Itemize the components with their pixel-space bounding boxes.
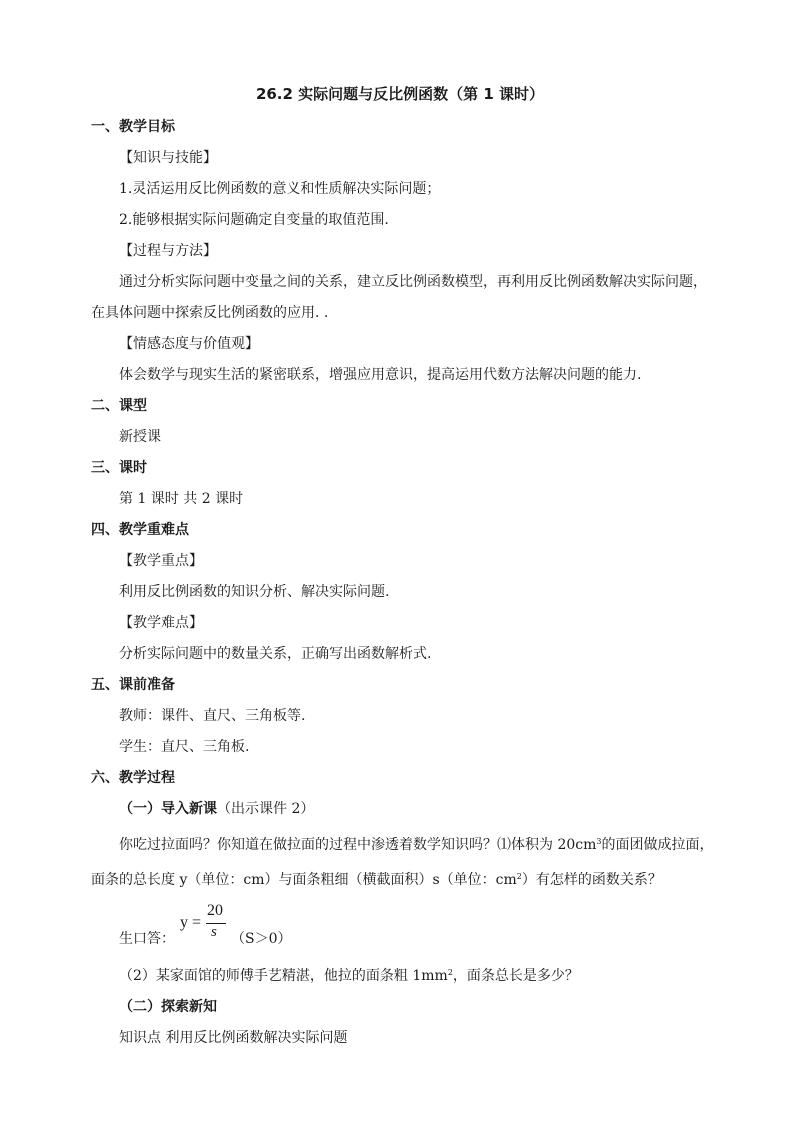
superscript-3: 3 bbox=[596, 837, 602, 846]
answer-label: 生口答： bbox=[119, 931, 175, 947]
formula-y-equals-20-over-s bbox=[180, 902, 228, 940]
label-process-methods: 【过程与方法】 bbox=[119, 243, 217, 259]
teaching-focus-text: 利用反比例函数的知识分析、解决实际问题. bbox=[119, 584, 390, 600]
section-heading-key-points: 四、教学重难点 bbox=[91, 522, 189, 538]
formula-y: y bbox=[180, 914, 188, 931]
question-1-text-a: 你吃过拉面吗？你知道在做拉面的过程中渗透着数学知识吗？⑴体积为 20cm bbox=[119, 837, 597, 853]
formula-denominator: s bbox=[211, 924, 217, 940]
label-knowledge-skills: 【知识与技能】 bbox=[119, 150, 217, 166]
part-intro-line bbox=[119, 800, 314, 818]
question-2-text-a: （2）某家面馆的师傅手艺精湛，他拉的面条粗 1mm bbox=[119, 968, 448, 984]
student-preparation: 学生：直尺、三角板. bbox=[119, 739, 250, 755]
question-2 bbox=[119, 967, 579, 985]
label-teaching-focus: 【教学重点】 bbox=[119, 553, 203, 569]
teaching-difficulty-text: 分析实际问题中的数量关系，正确写出函数解析式. bbox=[119, 646, 432, 662]
lesson-type-text: 新授课 bbox=[119, 429, 161, 445]
process-text-line-2: 在具体问题中探索反比例函数的应用. . bbox=[91, 305, 329, 321]
label-teaching-difficulty: 【教学难点】 bbox=[119, 615, 203, 631]
superscript-2: 2 bbox=[516, 872, 522, 881]
formula-condition: （S＞0） bbox=[231, 931, 292, 947]
part-explore-heading: （二）探索新知 bbox=[119, 999, 217, 1015]
knowledge-item-1: 1.灵活运用反比例函数的意义和性质解决实际问题； bbox=[119, 181, 441, 197]
section-heading-periods: 三、课时 bbox=[91, 460, 147, 476]
question-1-line2-text-a: 面条的总长度 y（单位：cm）与面条粗细（横截面积）s（单位：cm bbox=[91, 872, 517, 888]
page-title: 26.2 实际问题与反比例函数（第 1 课时） bbox=[255, 85, 545, 103]
formula-equals: = bbox=[192, 914, 202, 931]
formula-numerator: 20 bbox=[207, 902, 223, 919]
process-text-line-1: 通过分析实际问题中变量之间的关系，建立反比例函数模型，再利用反比例函数解决实际问题， bbox=[119, 274, 707, 290]
label-emotion-values: 【情感态度与价值观】 bbox=[119, 336, 259, 352]
question-1-line-2 bbox=[91, 871, 662, 889]
section-heading-objectives: 一、教学目标 bbox=[91, 119, 175, 135]
periods-text: 第 1 课时 共 2 课时 bbox=[119, 491, 244, 507]
question-2-text-b: ，面条总长是多少？ bbox=[452, 968, 579, 984]
question-1-line2-text-b: ）有怎样的函数关系？ bbox=[521, 872, 662, 888]
knowledge-item-2: 2.能够根据实际问题确定自变量的取值范围. bbox=[119, 212, 389, 228]
emotion-text: 体会数学与现实生活的紧密联系，增强应用意识，提高运用代数方法解决问题的能力. bbox=[119, 367, 642, 383]
knowledge-point: 知识点 利用反比例函数解决实际问题 bbox=[119, 1030, 348, 1046]
superscript-2-mm: 2 bbox=[447, 968, 453, 977]
section-heading-lesson-type: 二、课型 bbox=[91, 398, 147, 414]
teacher-preparation: 教师：课件、直尺、三角板等. bbox=[119, 708, 306, 724]
part-intro-heading: （一）导入新课 bbox=[119, 801, 217, 817]
question-1-line-1 bbox=[119, 836, 713, 854]
part-intro-note: （出示课件 2） bbox=[217, 801, 315, 817]
section-heading-process: 六、教学过程 bbox=[91, 770, 175, 786]
section-heading-preparation: 五、课前准备 bbox=[91, 677, 175, 693]
question-1-text-b: 的面团做成拉面， bbox=[601, 837, 714, 853]
